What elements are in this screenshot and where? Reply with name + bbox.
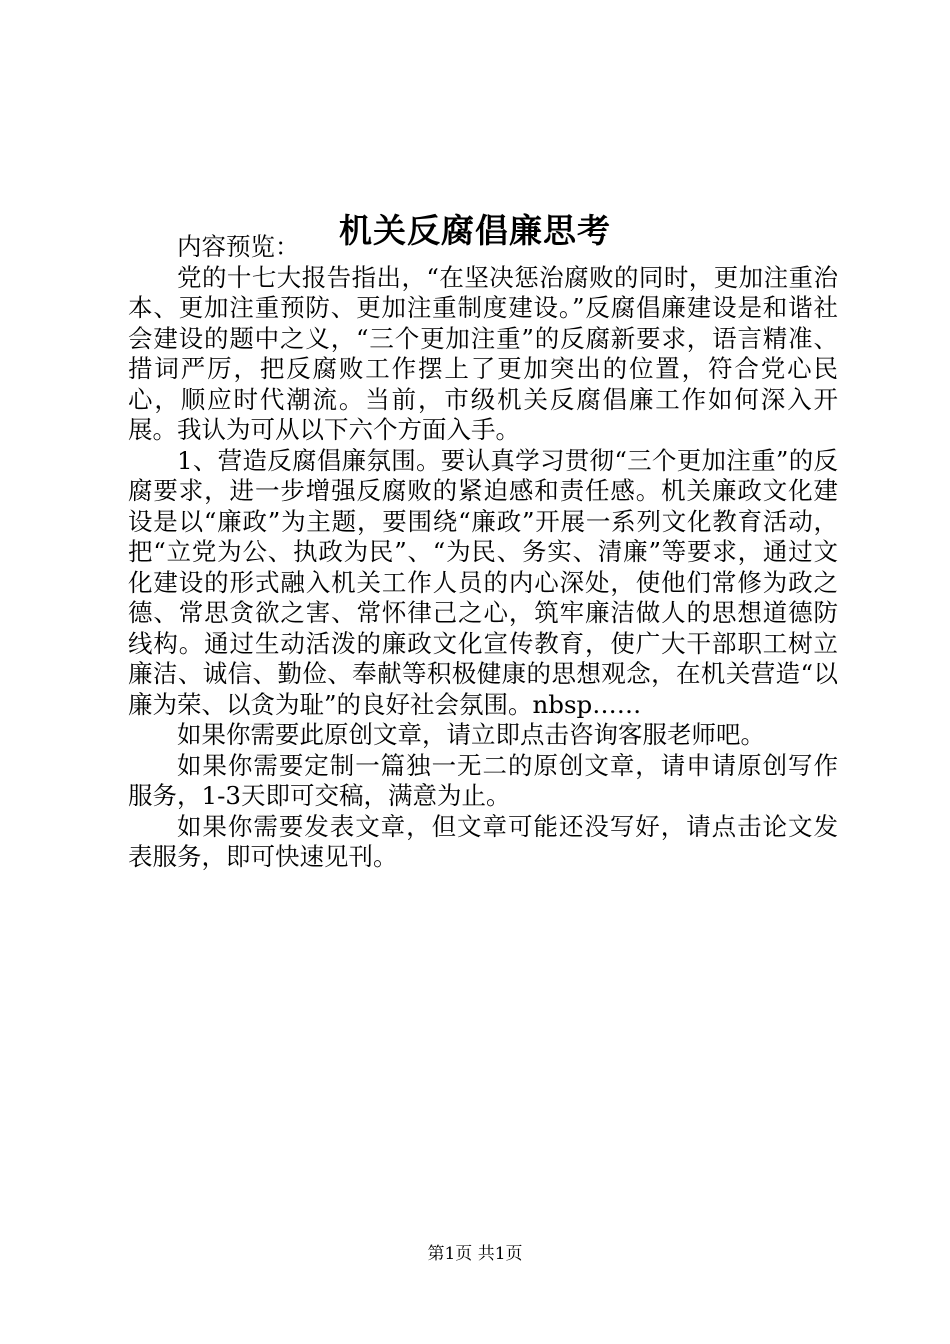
intro-paragraph: 党的十七大报告指出，“在坚决惩治腐败的同时，更加注重治本、更加注重预防、更加注重制度建设。”反腐倡廉建设是和谐社会建设的题中之义，“三个更加注重”的反腐新要求，语言精准、措词严厉，把反腐败工作摆上了更加突出的位置，符合党心民心，顺应时代潮流。当前，市级机关反腐倡廉工作如何深入开展。我认为可从以下六个方面入手。 <box>128 262 838 444</box>
section-1-paragraph: 1、营造反腐倡廉氛围。要认真学习贯彻“三个更加注重”的反腐要求，进一步增强反腐败的紧迫感和责任感。机关廉政文化建设是以“廉政”为主题，要围绕“廉政”开展一系列文化教育活动，把“立党为公、执政为民”、“为民、务实、清廉”等要求，通过文化建设的形式融入机关工作人员的内心深处，使他们常修为政之德、常思贪欲之害、常怀律己之心，筑牢廉洁做人的思想道德防线构。通过生动活泼的廉政文化宣传教育，使广大干部职工树立廉洁、诚信、勤俭、奉献等积极健康的思想观念，在机关营造“以廉为荣、以贪为耻”的良好社会氛围。nbsp…… <box>128 445 838 719</box>
preview-label: 内容预览： <box>177 232 300 261</box>
publish-service-paragraph: 如果你需要发表文章，但文章可能还没写好，请点击论文发表服务，即可快速见刊。 <box>128 811 838 871</box>
consult-paragraph: 如果你需要此原创文章，请立即点击咨询客服老师吧。 <box>177 720 765 749</box>
document-title: 机关反腐倡廉思考 <box>339 211 611 251</box>
document-body <box>128 232 838 873</box>
custom-writing-paragraph: 如果你需要定制一篇独一无二的原创文章，请申请原创写作服务，1-3天即可交稿，满意为止。 <box>128 750 838 810</box>
page-footer: 第1页 共1页 <box>427 1244 523 1264</box>
